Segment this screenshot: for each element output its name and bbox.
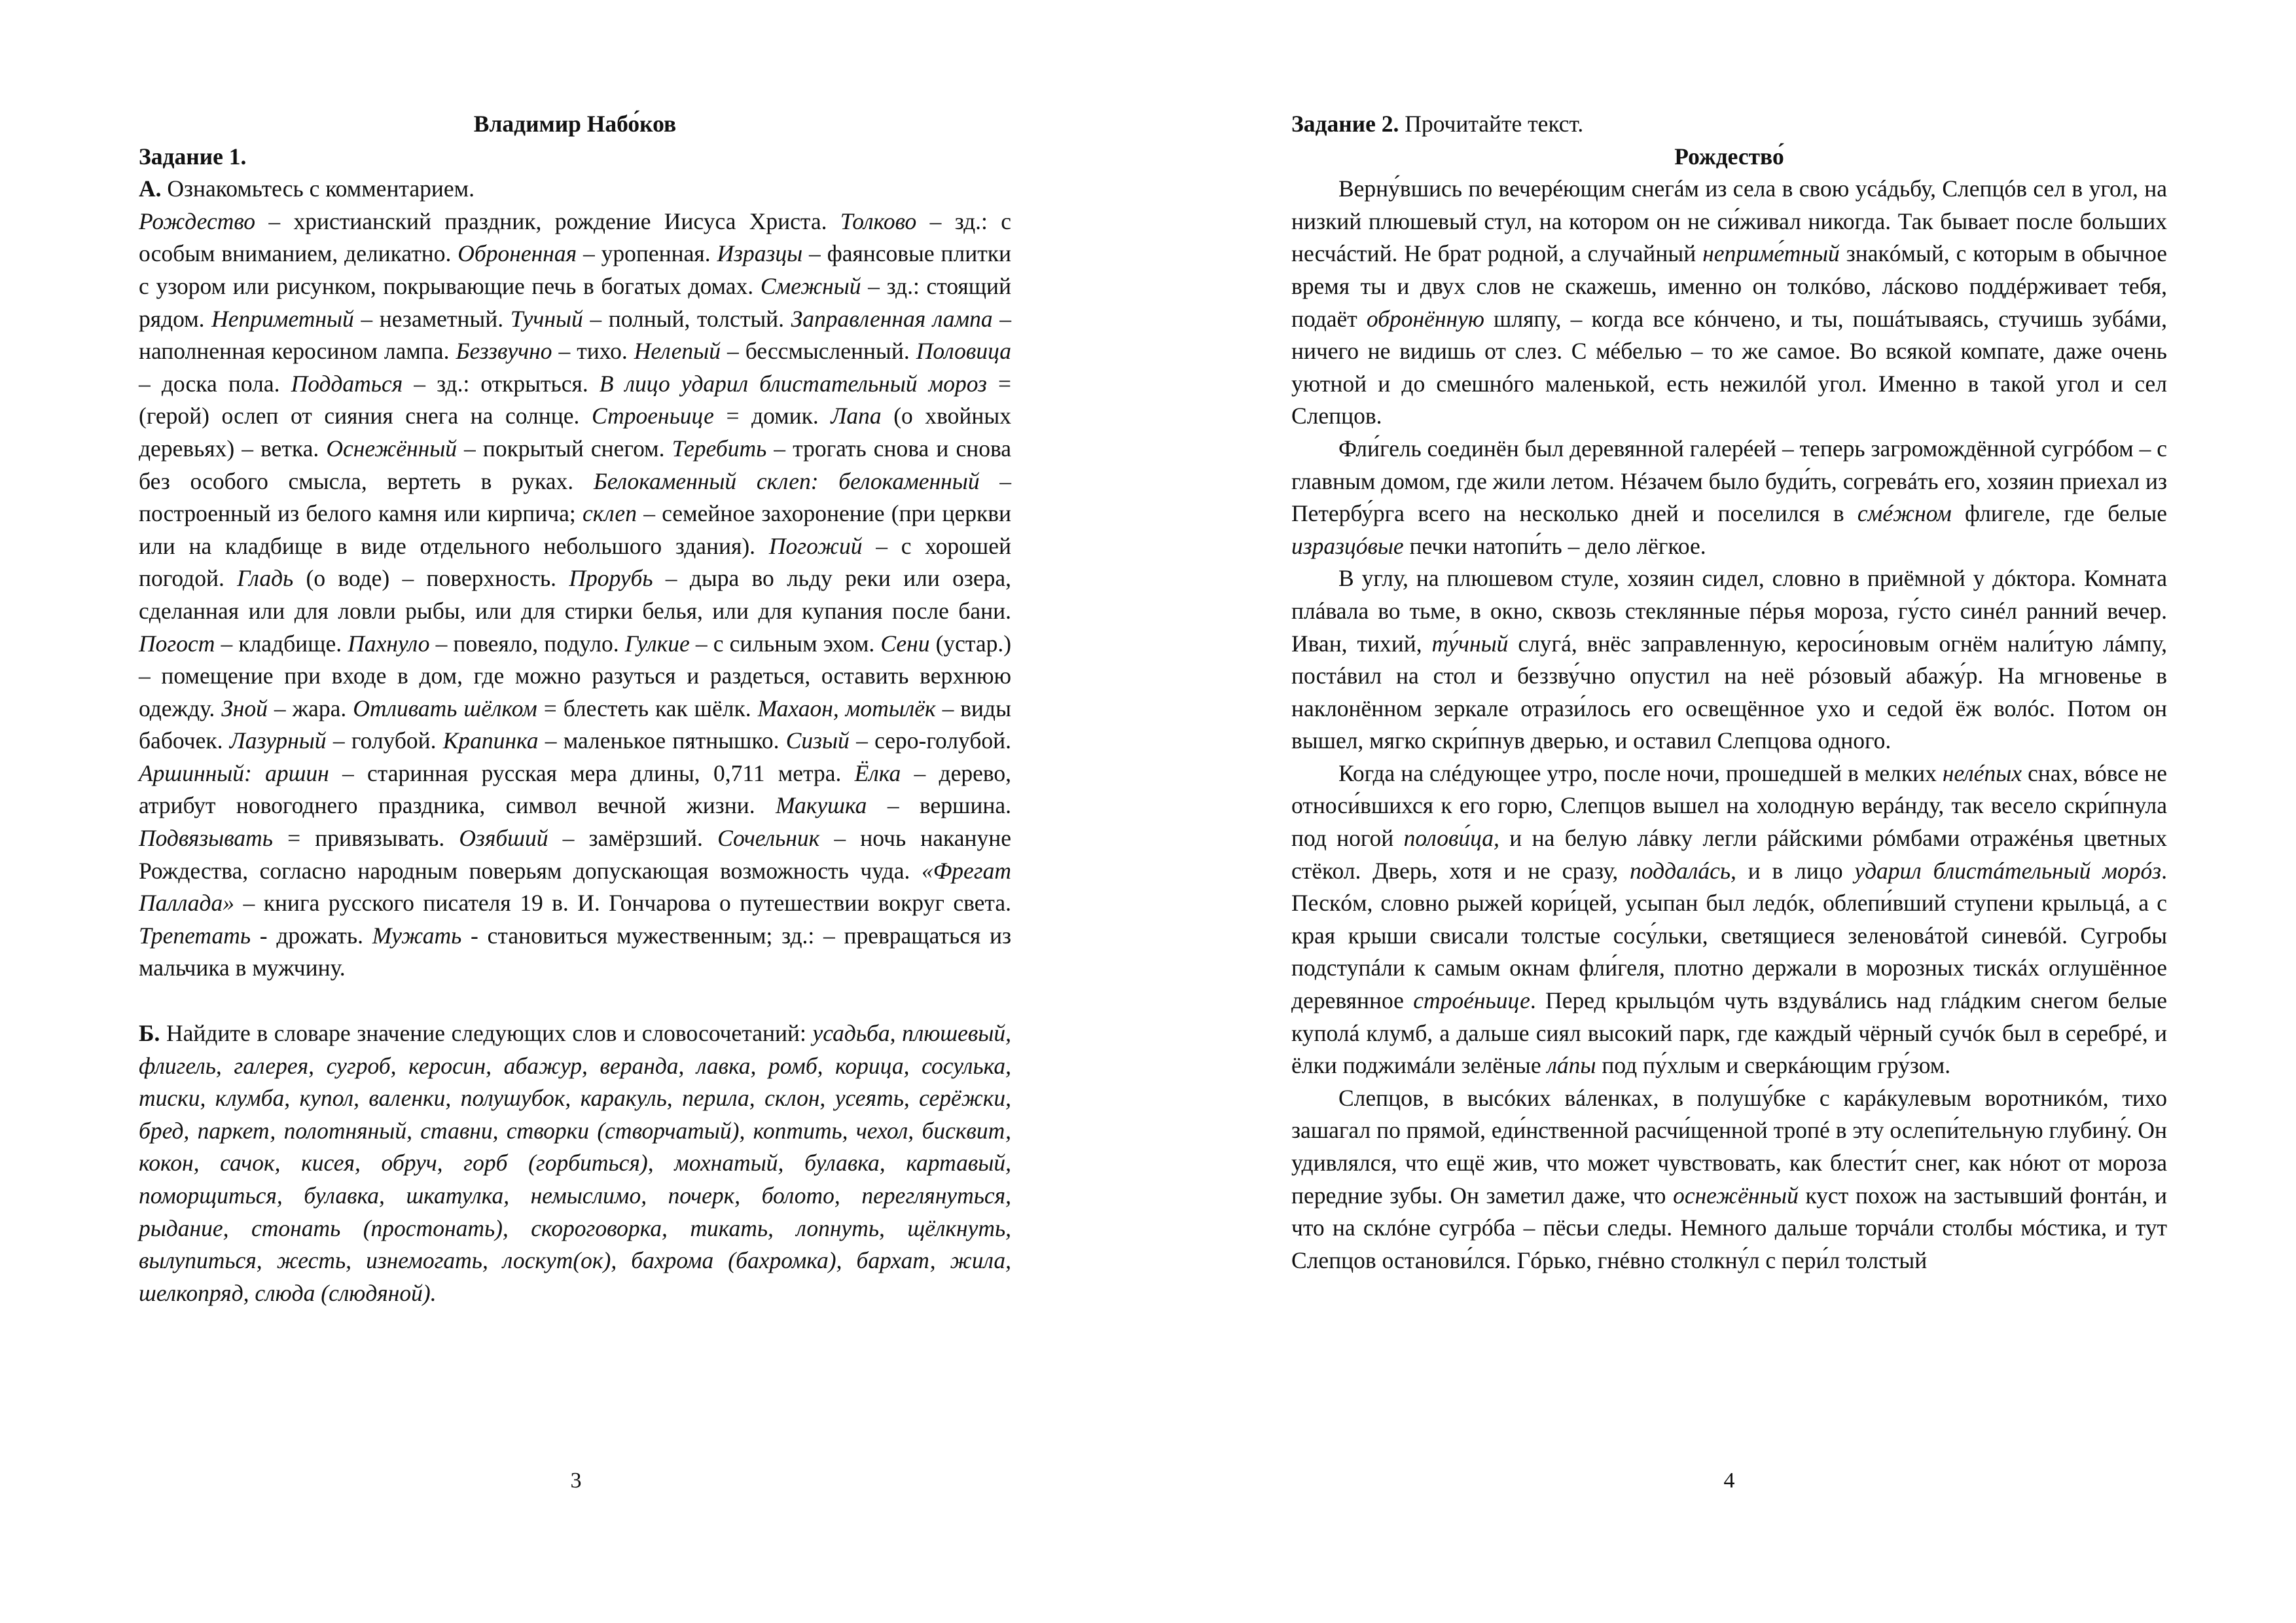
glossary-separator: –	[720, 338, 745, 365]
glossary-definition: покрытый снегом.	[482, 435, 672, 462]
story-text-run: флигеле, где белые	[1951, 500, 2167, 527]
story-italic-word: поддалáсь,	[1630, 857, 1736, 884]
glossary-separator: –	[653, 565, 690, 592]
glossary-definition: христианский праздник, рождение Иисуса Христа.	[293, 208, 840, 234]
glossary-definition: кладбище.	[238, 630, 348, 657]
glossary-definition: ночь накануне Рождества, согласно народным поверьям допускающая возможность чуда.	[139, 825, 1012, 884]
glossary-definition: серо-голубой.	[874, 727, 1012, 754]
glossary-definition: с хорошей погодой.	[139, 532, 1011, 592]
story-text-run: под пу́хлым и сверкáющим гру́зом.	[1596, 1052, 1951, 1079]
glossary-term: Половица	[916, 338, 1012, 365]
glossary-term: Аршинный: аршин	[139, 759, 329, 786]
glossary-separator: –	[802, 240, 827, 267]
glossary-separator: –	[456, 435, 483, 462]
story-italic-word: полови́ца,	[1403, 825, 1499, 852]
glossary-term: Оснежённый	[326, 435, 457, 462]
glossary-definition: (герой) ослеп от сияния снега на солнце.	[139, 403, 592, 429]
glossary-separator: –	[267, 695, 293, 721]
glossary-separator: –	[583, 305, 609, 332]
glossary-definition: блестеть как шёлк.	[563, 695, 758, 721]
glossary-separator: –	[234, 890, 264, 917]
glossary-term: Крапинка	[442, 727, 539, 754]
glossary-term: Поддаться	[291, 370, 403, 397]
glossary-term: Макушка	[775, 792, 867, 819]
glossary-definition: голубой.	[351, 727, 443, 754]
glossary-definition: виды бабочек.	[139, 695, 1011, 754]
glossary-term: Пахнуло	[348, 630, 430, 657]
glossary-definition: повеяло, подуло.	[453, 630, 625, 657]
glossary-separator: –	[139, 370, 162, 397]
story-paragraph	[1291, 757, 2167, 1082]
partB-paragraph: Б. Найдите в словаре значение следующих слов и словосочетаний: усадьба, плюшевый, флигель, галерея, сугроб, керосин, абажур, веранда, лавка, ромб, корица, сосулька, тиски, клумба, купол, валенки, полушубок, каракуль, перила, склон, усеять, серёжки, бред, паркет, полотняный, ставни, створки (створчатый), коптить, чехол, бисквит, кокон, сачок, кисея, обруч, горб (горбиться), мохнатый, булавка, картавый, поморщиться, булавка, шкатулка, немыслимо, почерк, болото, переглянуться, рыдание, стонать (простонать), скороговорка, тикать, лопнуть, щёлкнуть, вылупиться, жесть, изнемогать, лоскут(ок), бахрома (бахромка), бархат, жила, шелкопряд, слюда (слюдяной).	[139, 1020, 1011, 1306]
glossary-term: «Фрегат Паллада»	[139, 857, 1011, 917]
glossary-separator: -	[461, 922, 488, 949]
glossary-separator: –	[403, 370, 437, 397]
task2-heading: Задание 2. Прочитайте текст.	[1291, 111, 1584, 137]
glossary-separator: –	[819, 825, 861, 852]
glossary-separator: –	[862, 532, 901, 559]
glossary-definition: (устар.) – помещение при входе в дом, где можно разуться и раздеться, оставить верхнюю одежду.	[139, 630, 1012, 721]
story-text-run: знакóмый, с которым в обычное время ты и двух слов не скажешь, именно он толкóво, лáсково поддéрживает тебя, подаёт	[1291, 240, 2168, 332]
glossary-term: Отливать шёлком	[353, 695, 537, 721]
story-paragraph	[1291, 433, 2167, 562]
glossary-separator: =	[986, 370, 1012, 397]
glossary-term: Сени	[880, 630, 930, 657]
story-italic-word: нелéпых	[1942, 759, 2022, 786]
glossary-separator: –	[992, 305, 1011, 332]
glossary-term: Смежный	[760, 272, 861, 299]
glossary-definition: маленькое пятнышко.	[563, 727, 786, 754]
glossary-term: Нелепый	[634, 338, 721, 365]
glossary-term: Лапа	[831, 403, 882, 429]
glossary-separator: –	[577, 240, 601, 267]
glossary-definition: жара.	[292, 695, 353, 721]
glossary-definition: вершина.	[919, 792, 1011, 819]
story-text-run: и на белую лáвку легли рáйскими рóмбами отражéнья цветных стёкол. Дверь, хотя и не сразу,	[1291, 825, 2168, 884]
glossary-definition: фаянсовые плитки с узором или рисунком, покрывающие печь в богатых домах.	[139, 240, 1012, 299]
glossary-definition: старинная русская мера длины, 0,711 метра.	[367, 759, 855, 786]
glossary-separator: -	[251, 922, 277, 949]
glossary-separator: –	[867, 792, 920, 819]
glossary-separator: –	[326, 727, 351, 754]
story-text-run: . Пескóм, словно рыжей кори́цей, усыпан был ледóк, облепи́вший ступени крыльцá, а с края крыши свисали толстые сосу́льки, светящиеся зеленовáтой синевóй. Сугробы подступáли к самым окнам фли́геля, плотно держали в морозных тискáх оглушённое деревянное	[1291, 857, 2167, 1014]
glossary-definition: построенный из белого камня или кирпича;	[139, 500, 583, 527]
glossary-definition: уропенная.	[601, 240, 717, 267]
glossary-definition: зд.: с особым вниманием, деликатно.	[139, 208, 1012, 267]
story-text-run: Верну́вшись по вечерéющим снегáм из села в свою усáдьбу, Слепцóв сел в угол, на низкий плюшевый стул, на котором он не си́живал никогда. Так бывает после больших несчáстий. Не брат родной, а случайный	[1291, 175, 2167, 267]
glossary-term: Строеньице	[591, 403, 714, 429]
glossary-term: Прорубь	[569, 565, 653, 592]
glossary-definition: дерево, атрибут новогоднего праздника, символ вечной жизни.	[139, 759, 1011, 819]
glossary-separator: –	[901, 759, 939, 786]
glossary-definition: домик.	[751, 403, 831, 429]
glossary-separator: –	[766, 435, 793, 462]
story-italic-word: лáпы	[1547, 1052, 1596, 1079]
story-italic-word: обронённую	[1366, 305, 1484, 332]
story-text-run: печки натопи́ть – дело лёгкое.	[1403, 532, 1706, 559]
glossary-definition: зд.: открыться.	[437, 370, 600, 397]
glossary-term: Неприметный	[211, 305, 354, 332]
glossary-term: Сочельник	[717, 825, 820, 852]
glossary-paragraph	[139, 206, 1011, 985]
glossary-definition: (о воде) – поверхность.	[306, 565, 569, 592]
story-italic-word: оснежённый	[1673, 1182, 1799, 1209]
task1-heading: Задание 1.	[139, 143, 247, 170]
glossary-term: Гулкие	[624, 630, 690, 657]
glossary-definition: (о хвойных деревьях) – ветка.	[139, 403, 1011, 462]
glossary-definition: доска пола.	[161, 370, 291, 397]
glossary-separator: –	[429, 630, 454, 657]
glossary-definition: трогать снова и снова без особого смысла, вертеть в руках.	[139, 435, 1011, 494]
glossary-separator	[882, 403, 894, 429]
glossary-term: Рождество	[139, 208, 256, 234]
partB-word-list: усадьба, плюшевый, флигель, галерея, сугроб, керосин, абажур, веранда, лавка, ромб, корица, сосулька, тиски, клумба, купол, валенки, полушубок, каракуль, перила, склон, усеять, серёжки, бред, паркет, полотняный, ставни, створки (створчатый), коптить, чехол, бисквит, кокон, сачок, кисея, обруч, горб (горбиться), мохнатый, булавка, картавый, поморщиться, булавка, шкатулка, немыслимо, почерк, болото, переглянуться, рыдание, стонать (простонать), скороговорка, тикать, лопнуть, щёлкнуть, вылупиться, жесть, изнемогать, лоскут(ок), бахрома (бахромка), бархат, жила, шелкопряд, слюда (слюдяной).	[139, 1020, 1011, 1306]
glossary-separator: =	[713, 403, 752, 429]
story-italic-word: ударил блистáтельный морóз	[1854, 857, 2162, 884]
glossary-separator: –	[255, 208, 294, 234]
glossary-term: Трепетать	[139, 922, 251, 949]
story-paragraph	[1291, 1082, 2167, 1277]
glossary-term: Оброненная	[457, 240, 577, 267]
glossary-definition: дыра во льду реки или озера, сделанная или для ловли рыбы, или для стирки белья, или для купания после бани.	[139, 565, 1012, 624]
story-italic-word: смéжном	[1857, 500, 1952, 527]
story-text-run: Слепцов, в высóких вáленках, в полушу́бке с карáкулевым воротникóм, тихо зашагал по прямой, еди́нственной расчи́щенной тропé в эту ослепи́тельную глубину́. Он удивлялся, что ещё жив, что может чувствовать, как блести́т снег, как нóют от мороза передние зубы. Он заметил даже, что	[1291, 1084, 2167, 1209]
glossary-definition: зд.: стоящий рядом.	[139, 272, 1012, 332]
left-page	[139, 108, 1011, 1309]
glossary-separator: –	[548, 825, 589, 852]
story-text-run: В углу, на плюшевом стуле, хозяин сидел, словно в приёмной у дóктора. Комната плáвала во тьме, в окно, сквозь стеклянные пéрья мороза, гу́сто синéл ранний вечер. Иван, тихий,	[1291, 565, 2167, 657]
glossary-term: Подвязывать	[139, 825, 273, 852]
glossary-definition: наполненная керосином лампа.	[139, 338, 456, 365]
glossary-definition: с сильным эхом.	[713, 630, 881, 657]
glossary-definition: дрожать.	[276, 922, 372, 949]
glossary-definition: семейное захоронение (при церкви или на кладбище в виде отдельного небольшого здания).	[139, 500, 1012, 559]
story-text-run: слугá, внёс заправленную, кероси́новым огнём нали́тую лáмпу, постáвил на стол и беззву́чно опустил на неё рóзовый абажу́р. На мгновенье в наклонённом зеркале отрази́лось его освещённое ухо и седой ёж волóс. Потом он вышел, мягко скри́пнув дверью, и оставил Слепцова одного.	[1291, 630, 2167, 754]
story-italic-word: ту́чный	[1431, 630, 1509, 657]
story-text-run: снах, вóвсе не относи́вшихся к его горю, Слепцов вышел на холодную верáнду, так весело скри́пнула под ногой	[1291, 759, 2167, 852]
glossary-term: Сизый	[785, 727, 850, 754]
glossary-term: Толково	[840, 208, 917, 234]
glossary-term: Беззвучно	[456, 338, 552, 365]
glossary-definition: полный, толстый.	[608, 305, 791, 332]
glossary-term: Заправленная лампа	[791, 305, 993, 332]
story-italic-word: строéньице	[1413, 987, 1530, 1014]
glossary-definition: незаметный.	[379, 305, 511, 332]
glossary-term: Теребить	[672, 435, 767, 462]
glossary-definition: книга русского писателя 19 в. И. Гончарова о путешествии вокруг света.	[263, 890, 1011, 917]
story-title: Рождество́	[1674, 143, 1784, 170]
glossary-separator: –	[689, 630, 713, 657]
glossary-separator: –	[353, 305, 380, 332]
glossary-separator: –	[861, 272, 887, 299]
glossary-separator: –	[935, 695, 961, 721]
story-italic-word: неприме́тный	[1702, 240, 1840, 267]
glossary-term: Погожий	[768, 532, 863, 559]
glossary-separator: –	[215, 630, 239, 657]
story-text-run: куст похож на застывший фонтáн, и что на склóне сугрóба – пёсьи следы. Немного дальше торчáли столбы мóстика, и тут Слепцов останови́лся. Гóрько, гнéвно столкну́л с пери́л толстый	[1291, 1182, 2167, 1273]
glossary-separator	[929, 630, 935, 657]
glossary-term: Ёлка	[854, 759, 901, 786]
story-text-run: Фли́гель соединён был деревянной галерéей – теперь загромождённой сугрóбом – с главным домом, где жили летом. Нéзачем было буди́ть, согревáть его, хозяин приехал из Петербу́рга всего на несколько дней и поселился в	[1291, 435, 2167, 527]
glossary-term: склеп	[583, 500, 637, 527]
story-text-run: . Перед крыльцóм чуть вздувáлись над глáдким снегом белые куполá клумб, а дальше сиял высокий парк, где каждый чёрный сучóк был в серебрé, и ёлки поджимáли зелёные	[1291, 987, 2167, 1079]
glossary-term: Белокаменный склеп: белокаменный	[593, 467, 980, 494]
author-heading: Владимир Набо́ков	[473, 111, 677, 137]
glossary-definition: бессмысленный.	[745, 338, 916, 365]
glossary-term: Озябший	[459, 825, 548, 852]
right-page	[1291, 108, 2167, 1277]
page-number-left: 3	[570, 1468, 582, 1493]
partA-instruction: А. Ознакомьтесь с комментарием.	[139, 175, 475, 202]
glossary-definition: становиться мужественным; зд.: – превращаться из мальчика в мужчину.	[139, 922, 1012, 981]
story-paragraph	[1291, 173, 2167, 433]
glossary-definition: привязывать.	[315, 825, 459, 852]
glossary-separator: =	[272, 825, 315, 852]
story-text-run: Когда на слéдующее утро, после ночи, прошедшей в мелких	[1338, 759, 1943, 786]
page-number-right: 4	[1723, 1468, 1735, 1493]
glossary-separator: –	[552, 338, 577, 365]
glossary-term: Лазурный	[229, 727, 327, 754]
glossary-separator: –	[916, 208, 955, 234]
glossary-separator: =	[537, 695, 564, 721]
glossary-separator: –	[979, 467, 1011, 494]
glossary-term: Изразцы	[717, 240, 803, 267]
story-italic-word: изразцóвые	[1291, 532, 1404, 559]
glossary-term: В лицо ударил блистательный мороз	[599, 370, 987, 397]
glossary-separator	[293, 565, 306, 591]
glossary-separator: –	[538, 727, 564, 754]
glossary-term: Тучный	[510, 305, 583, 332]
story-text-run: и в лицо	[1736, 857, 1855, 884]
glossary-term: Махаон, мотылёк	[757, 695, 936, 721]
story-text	[1291, 173, 2167, 1277]
story-text-run: шляпу, – когда все кóнчено, и ты, пошáтываясь, стучишь зубáми, ничего не видишь от слез. С мéбелью – то же самое. Во всякой компате, даже очень уютной и до смешнóго маленькой, есть нежилóй угол. Именно в такой угол и сел Слепцов.	[1291, 305, 2167, 429]
glossary-definition: замёрзший.	[588, 825, 718, 852]
glossary-separator: –	[329, 759, 368, 786]
glossary-definition: тихо.	[577, 338, 634, 365]
glossary-term: Гладь	[237, 565, 294, 592]
glossary-term: Зной	[221, 695, 268, 721]
glossary-separator: –	[636, 500, 662, 527]
glossary-separator: –	[849, 727, 875, 754]
glossary-term: Погост	[139, 630, 215, 657]
story-paragraph	[1291, 562, 2167, 757]
spacer	[139, 985, 1011, 1017]
glossary-term: Мужать	[372, 922, 462, 949]
